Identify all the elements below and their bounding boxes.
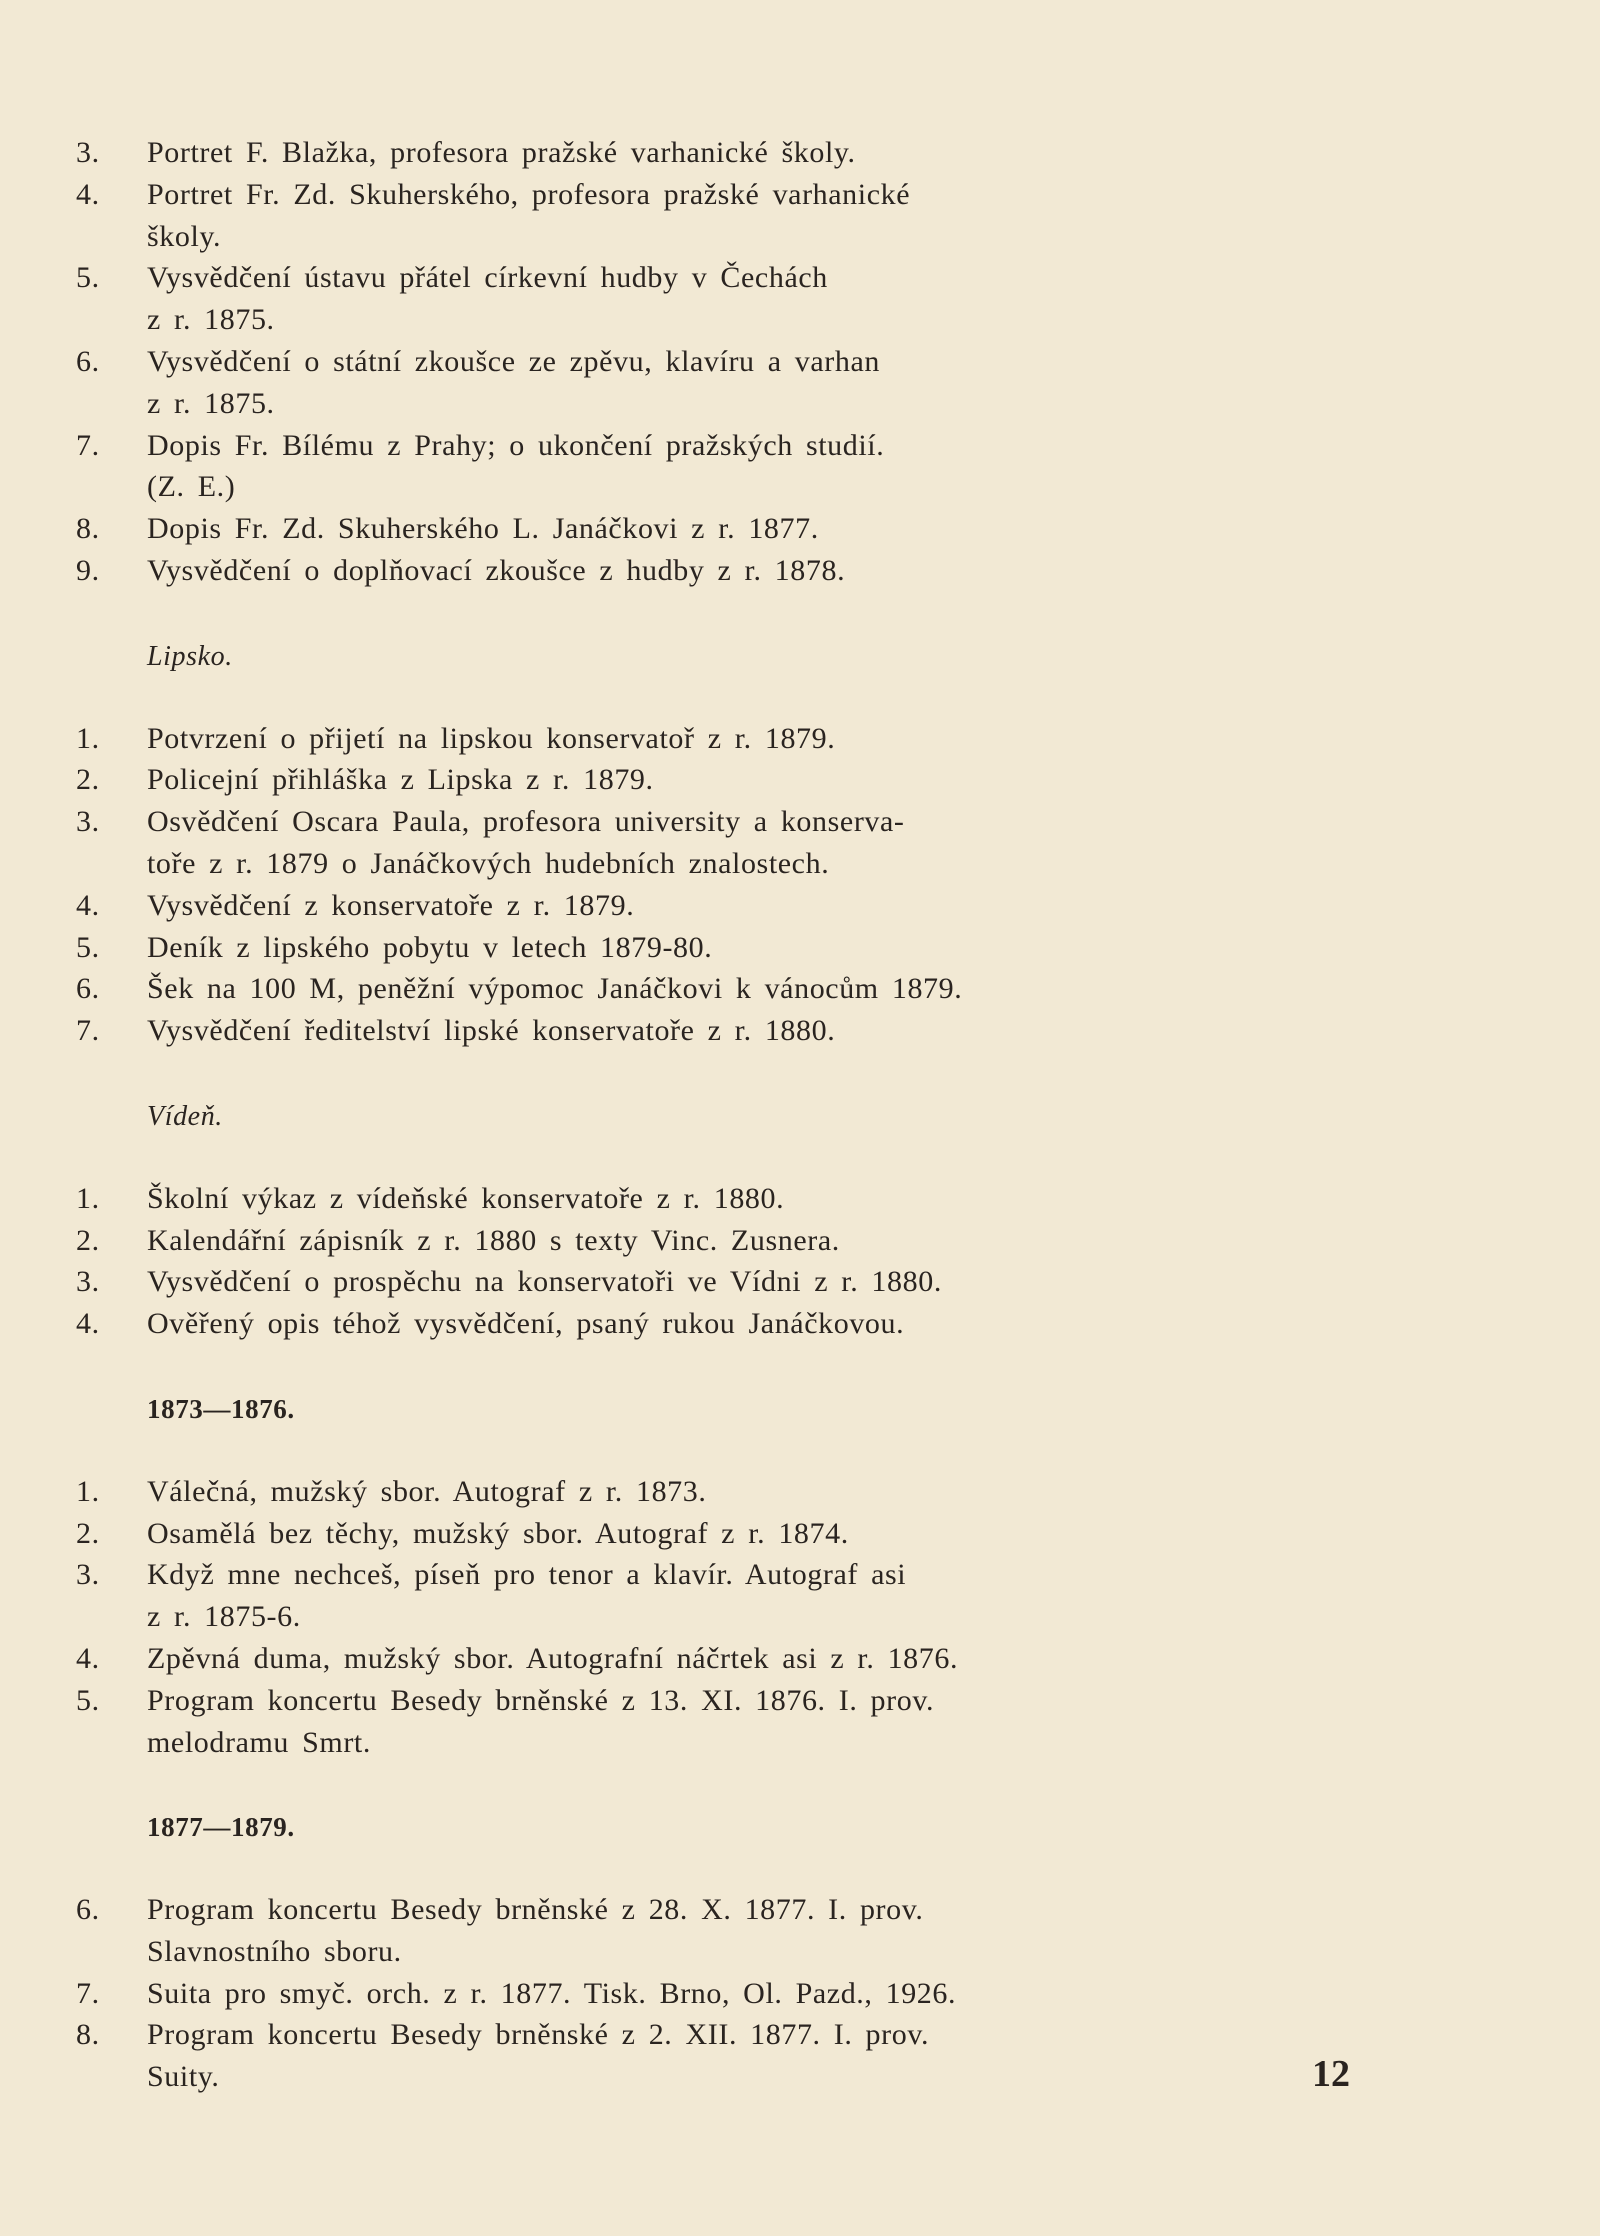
section-heading [0,636,1600,678]
item-text: Osamělá bez těchy, mužský sbor. Autograf z r. 1874. [147,1516,849,1550]
page-number: 12 [1312,2053,1350,2095]
item-number: 4. [76,888,100,922]
list-item-line [0,968,1600,1010]
item-text: Portret Fr. Zd. Skuherského, profesora pražské varhanické [147,177,911,211]
list-item-line [0,132,1600,174]
item-number: 1. [76,1181,100,1215]
list-item [0,1303,1600,1345]
list-item-line [0,174,1600,216]
list-item-line [0,425,1600,467]
list-item [0,550,1600,592]
section-heading-text: 1873—1876. [147,1393,295,1424]
document-body [0,132,1600,2098]
item-text: Dopis Fr. Zd. Skuherského L. Janáčkovi z r. 1877. [147,512,819,546]
list-item-line [0,1889,1600,1931]
item-number: 1. [76,721,100,755]
section-heading [0,1389,1600,1431]
item-number: 3. [76,805,100,839]
list-item-line [0,1638,1600,1680]
list-item [0,759,1600,801]
item-text: Školní výkaz z vídeňské konservatoře z r. 1880. [147,1181,785,1215]
item-number: 2. [76,1516,100,1550]
list-item-line [0,1596,1600,1638]
list-item-line [0,550,1600,592]
item-text: Program koncertu Besedy brněnské z 2. XII. 1877. I. prov. [147,2018,930,2052]
item-text: Šek na 100 M, peněžní výpomoc Janáčkovi k vánocům 1879. [147,972,963,1006]
section-heading-text: 1877—1879. [147,1812,295,1843]
document-section [0,132,1600,592]
item-number: 6. [76,972,100,1006]
item-number: 7. [76,1976,100,2010]
item-text: Vysvědčení z konservatoře z r. 1879. [147,888,635,922]
section-heading-text: Vídeň. [147,1100,223,1132]
item-text: toře z r. 1879 o Janáčkových hudebních znalostech. [147,846,830,880]
item-text: Ověřený opis téhož vysvědčení, psaný rukou Janáčkovou. [147,1307,905,1341]
list-item-line [0,466,1600,508]
item-number: 7. [76,428,100,462]
list-item [0,1513,1600,1555]
item-number: 5. [76,930,100,964]
item-number: 8. [76,512,100,546]
list-item [0,425,1600,509]
list-item [0,257,1600,341]
item-number: 1. [76,1474,100,1508]
list-item-line [0,885,1600,927]
item-number: 4. [76,1307,100,1341]
item-text: Portret F. Blažka, profesora pražské varhanické školy. [147,136,856,169]
list-item [0,341,1600,425]
list-item [0,927,1600,969]
item-text: Vysvědčení ústavu přátel církevní hudby v Čechách [147,261,828,295]
list-item-line [0,801,1600,843]
item-text: Suita pro smyč. orch. z r. 1877. Tisk. Brno, Ol. Pazd., 1926. [147,1976,957,2010]
item-number: 6. [76,1893,100,1927]
item-text: z r. 1875. [147,386,275,420]
section-heading [0,1807,1600,1849]
list-item [0,1010,1600,1052]
list-item-line [0,1973,1600,2015]
item-number: 4. [76,1641,100,1675]
list-item-line [0,1010,1600,1052]
item-text: z r. 1875-6. [147,1600,301,1634]
document-section [0,636,1600,1052]
list-item [0,1973,1600,2015]
list-item [0,132,1600,174]
list-item [0,174,1600,258]
list-item-line [0,216,1600,258]
item-text: Vysvědčení ředitelství lipské konservatoře z r. 1880. [147,1014,836,1048]
list-item-line [0,2014,1600,2056]
list-item [0,2014,1600,2098]
list-item [0,968,1600,1010]
list-item-line [0,1261,1600,1303]
list-item-line [0,508,1600,550]
list-item [0,1889,1600,1973]
item-text: Zpěvná duma, mužský sbor. Autografní náčrtek asi z r. 1876. [147,1641,959,1675]
item-text: Program koncertu Besedy brněnské z 28. X. 1877. I. prov. [147,1893,924,1927]
list-item-line [0,383,1600,425]
list-item-line [0,299,1600,341]
list-item-line [0,341,1600,383]
item-number: 5. [76,1683,100,1717]
item-number: 8. [76,2018,100,2052]
list-item [0,1554,1600,1638]
item-number: 3. [76,136,100,169]
list-item [0,1220,1600,1262]
item-number: 4. [76,177,100,211]
list-item-line [0,1471,1600,1513]
item-text: z r. 1875. [147,303,275,337]
item-text: Osvědčení Oscara Paula, profesora university a konserva- [147,805,905,839]
item-number: 2. [76,1223,100,1257]
list-item-line [0,1220,1600,1262]
item-text: (Z. E.) [147,470,236,504]
item-text: Válečná, mužský sbor. Autograf z r. 1873. [147,1474,707,1508]
list-item [0,718,1600,760]
list-item-line [0,1303,1600,1345]
item-text: Deník z lipského pobytu v letech 1879-80. [147,930,713,964]
item-text: Vysvědčení o státní zkoušce ze zpěvu, klavíru a varhan [147,344,880,378]
list-item-line [0,2056,1600,2098]
list-item-line [0,257,1600,299]
list-item [0,1261,1600,1303]
list-item [0,508,1600,550]
list-item-line [0,1513,1600,1555]
item-text: Když mne nechceš, píseň pro tenor a klavír. Autograf asi [147,1558,907,1592]
list-item-line [0,1680,1600,1722]
document-section [0,1807,1600,2098]
item-number: 7. [76,1014,100,1048]
list-item [0,801,1600,885]
list-item [0,1638,1600,1680]
list-item-line [0,927,1600,969]
item-text: Suity. [147,2060,220,2094]
list-item [0,1680,1600,1764]
item-text: Program koncertu Besedy brněnské z 13. XI. 1876. I. prov. [147,1683,935,1717]
item-text: Vysvědčení o prospěchu na konservatoři ve Vídni z r. 1880. [147,1265,942,1299]
list-item-line [0,1931,1600,1973]
item-text: školy. [147,219,222,253]
item-number: 3. [76,1265,100,1299]
list-item-line [0,1554,1600,1596]
list-item-line [0,718,1600,760]
item-text: Dopis Fr. Bílému z Prahy; o ukončení pražských studií. [147,428,885,462]
list-item [0,1178,1600,1220]
document-section [0,1389,1600,1763]
item-text: Vysvědčení o doplňovací zkoušce z hudby z r. 1878. [147,553,846,587]
document-section [0,1096,1600,1345]
item-number: 2. [76,763,100,797]
item-text: melodramu Smrt. [147,1725,371,1759]
section-heading-text: Lipsko. [147,640,233,672]
list-item-line [0,1178,1600,1220]
item-text: Potvrzení o přijetí na lipskou konservatoř z r. 1879. [147,721,836,755]
item-number: 3. [76,1558,100,1592]
item-text: Slavnostního sboru. [147,1934,402,1968]
list-item-line [0,843,1600,885]
list-item-line [0,759,1600,801]
item-text: Kalendářní zápisník z r. 1880 s texty Vinc. Zusnera. [147,1223,840,1257]
list-item [0,885,1600,927]
item-number: 5. [76,261,100,295]
list-item [0,1471,1600,1513]
item-number: 9. [76,553,100,587]
item-text: Policejní přihláška z Lipska z r. 1879. [147,763,654,797]
list-item-line [0,1722,1600,1764]
section-heading [0,1096,1600,1138]
item-number: 6. [76,344,100,378]
